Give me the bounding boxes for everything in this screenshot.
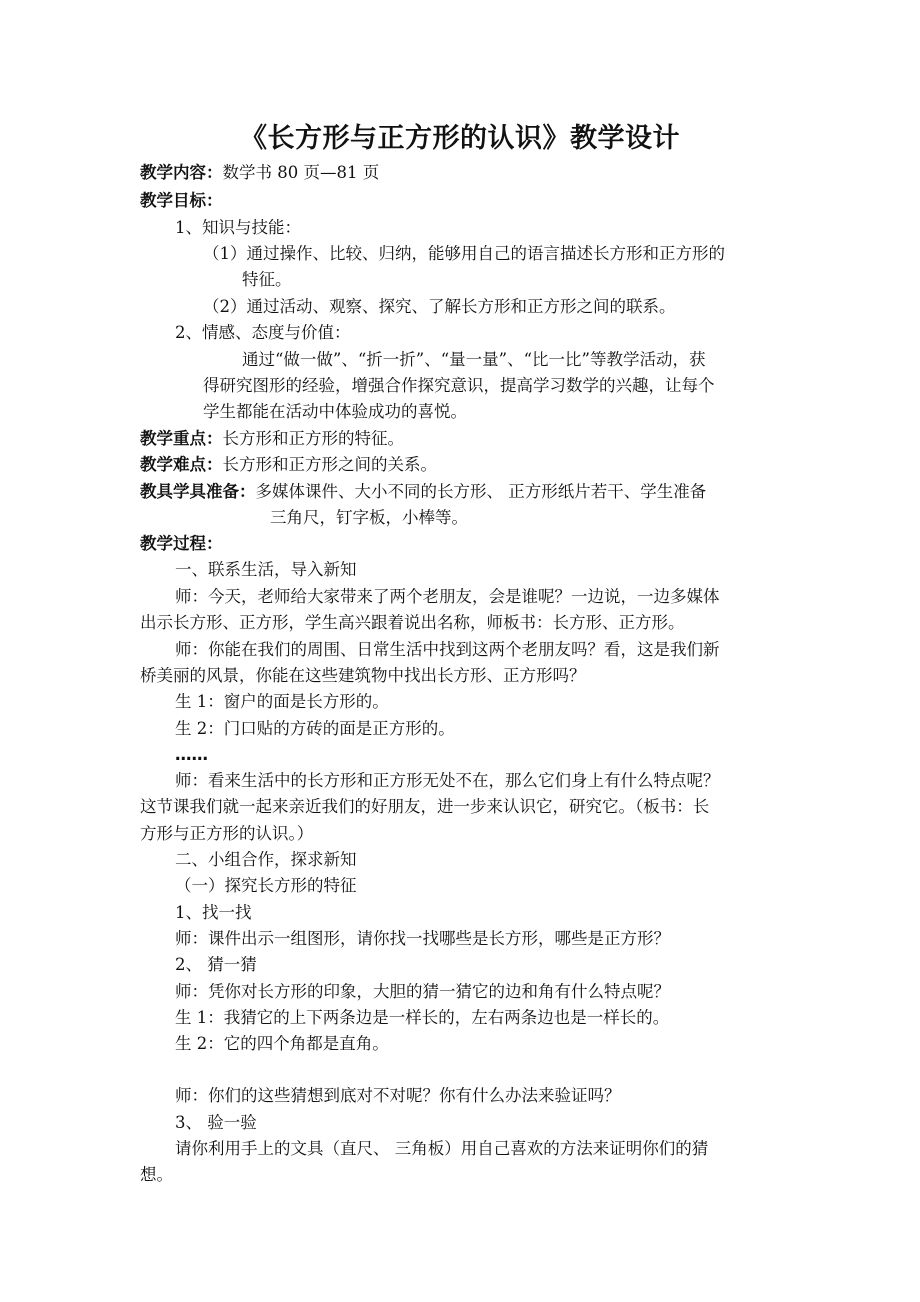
objective-text: 学生都能在活动中体验成功的喜悦。 bbox=[203, 402, 467, 421]
content-label: 教学内容： bbox=[140, 163, 223, 182]
paragraph-line: 师：凭你对长方形的印象，大胆的猜一猜它的边和角有什么特点呢？ bbox=[175, 982, 670, 1001]
content-row bbox=[140, 162, 379, 184]
difficulty-label: 教学难点： bbox=[140, 455, 223, 474]
document-title: 《长方形与正方形的认识》教学设计 bbox=[240, 123, 680, 154]
objective-text: （2）通过活动、观察、探究、了解长方形和正方形之间的联系。 bbox=[203, 297, 676, 316]
paragraph-line: 生 2：它的四个角都是直角。 bbox=[175, 1034, 389, 1053]
objective-text: 得研究图形的经验，增强合作探究意识，提高学习数学的兴趣，让每个 bbox=[203, 376, 715, 395]
objective-text: 特征。 bbox=[242, 270, 292, 289]
paragraph-line: 生 1：我猜它的上下两条边是一样长的，左右两条边也是一样长的。 bbox=[175, 1008, 670, 1027]
paragraph-line: 这节课我们就一起来亲近我们的好朋友，进一步来认识它，研究它。（板书：长 bbox=[140, 797, 710, 816]
section-heading: 二、小组合作，探求新知 bbox=[175, 850, 357, 869]
process-label: 教学过程： bbox=[140, 534, 223, 553]
difficulty-row bbox=[140, 454, 437, 476]
paragraph-line: 桥美丽的风景，你能在这些建筑物中找出长方形、正方形吗？ bbox=[140, 666, 586, 685]
step-heading: 3、 验一验 bbox=[175, 1113, 257, 1132]
step-heading: 1、找一找 bbox=[175, 903, 252, 922]
paragraph-line: 师：课件出示一组图形，请你找一找哪些是长方形，哪些是正方形？ bbox=[175, 929, 670, 948]
paragraph-line: 生 1：窗户的面是长方形的。 bbox=[175, 692, 389, 711]
objective-text: 通过“做一做”、“折一折”、“量一量”、“比一比”等教学活动，获 bbox=[242, 350, 706, 369]
paragraph-line: 出示长方形、正方形，学生高兴跟着说出名称，师板书：长方形、正方形。 bbox=[140, 613, 685, 632]
paragraph-line: 想。 bbox=[140, 1165, 173, 1184]
paragraph-line: 师：看来生活中的长方形和正方形无处不在，那么它们身上有什么特点呢？ bbox=[175, 771, 720, 790]
section-heading: 一、联系生活，导入新知 bbox=[175, 560, 357, 579]
objectives-label: 教学目标： bbox=[140, 191, 223, 210]
key-point-label: 教学重点： bbox=[140, 429, 223, 448]
materials-row bbox=[140, 481, 706, 503]
difficulty-value: 长方形和正方形之间的关系。 bbox=[222, 455, 437, 474]
paragraph-line: 师：今天，老师给大家带来了两个老朋友，会是谁呢？一边说，一边多媒体 bbox=[175, 587, 720, 606]
objective-knowledge-heading: 1、知识与技能： bbox=[175, 218, 301, 237]
materials-value: 多媒体课件、大小不同的长方形、 正方形纸片若干、学生准备 bbox=[255, 482, 707, 501]
objective-emotion-heading: 2、情感、态度与价值： bbox=[175, 323, 351, 342]
materials-label: 教具学具准备： bbox=[140, 482, 256, 501]
paragraph-line: 请你利用手上的文具（直尺、 三角板）用自己喜欢的方法来证明你们的猜 bbox=[175, 1139, 709, 1158]
step-heading: 2、 猜一猜 bbox=[175, 955, 257, 974]
key-point-row bbox=[140, 428, 404, 450]
paragraph-line: 师：你能在我们的周围、日常生活中找到这两个老朋友吗？看，这是我们新 bbox=[175, 640, 720, 659]
objective-text: （1）通过操作、比较、归纳，能够用自己的语言描述长方形和正方形的 bbox=[203, 244, 725, 263]
materials-value-cont: 三角尺，钉字板，小棒等。 bbox=[270, 508, 468, 527]
key-point-value: 长方形和正方形的特征。 bbox=[222, 429, 404, 448]
content-value: 数学书 80 页—81 页 bbox=[222, 163, 380, 182]
paragraph-line: 方形与正方形的认识。） bbox=[140, 824, 314, 843]
subsection-heading: （一）探究长方形的特征 bbox=[175, 876, 357, 895]
paragraph-line: 生 2：门口贴的方砖的面是正方形的。 bbox=[175, 719, 455, 738]
ellipsis: …… bbox=[175, 745, 208, 764]
paragraph-line: 师：你们的这些猜想到底对不对呢？你有什么办法来验证吗？ bbox=[175, 1086, 621, 1105]
